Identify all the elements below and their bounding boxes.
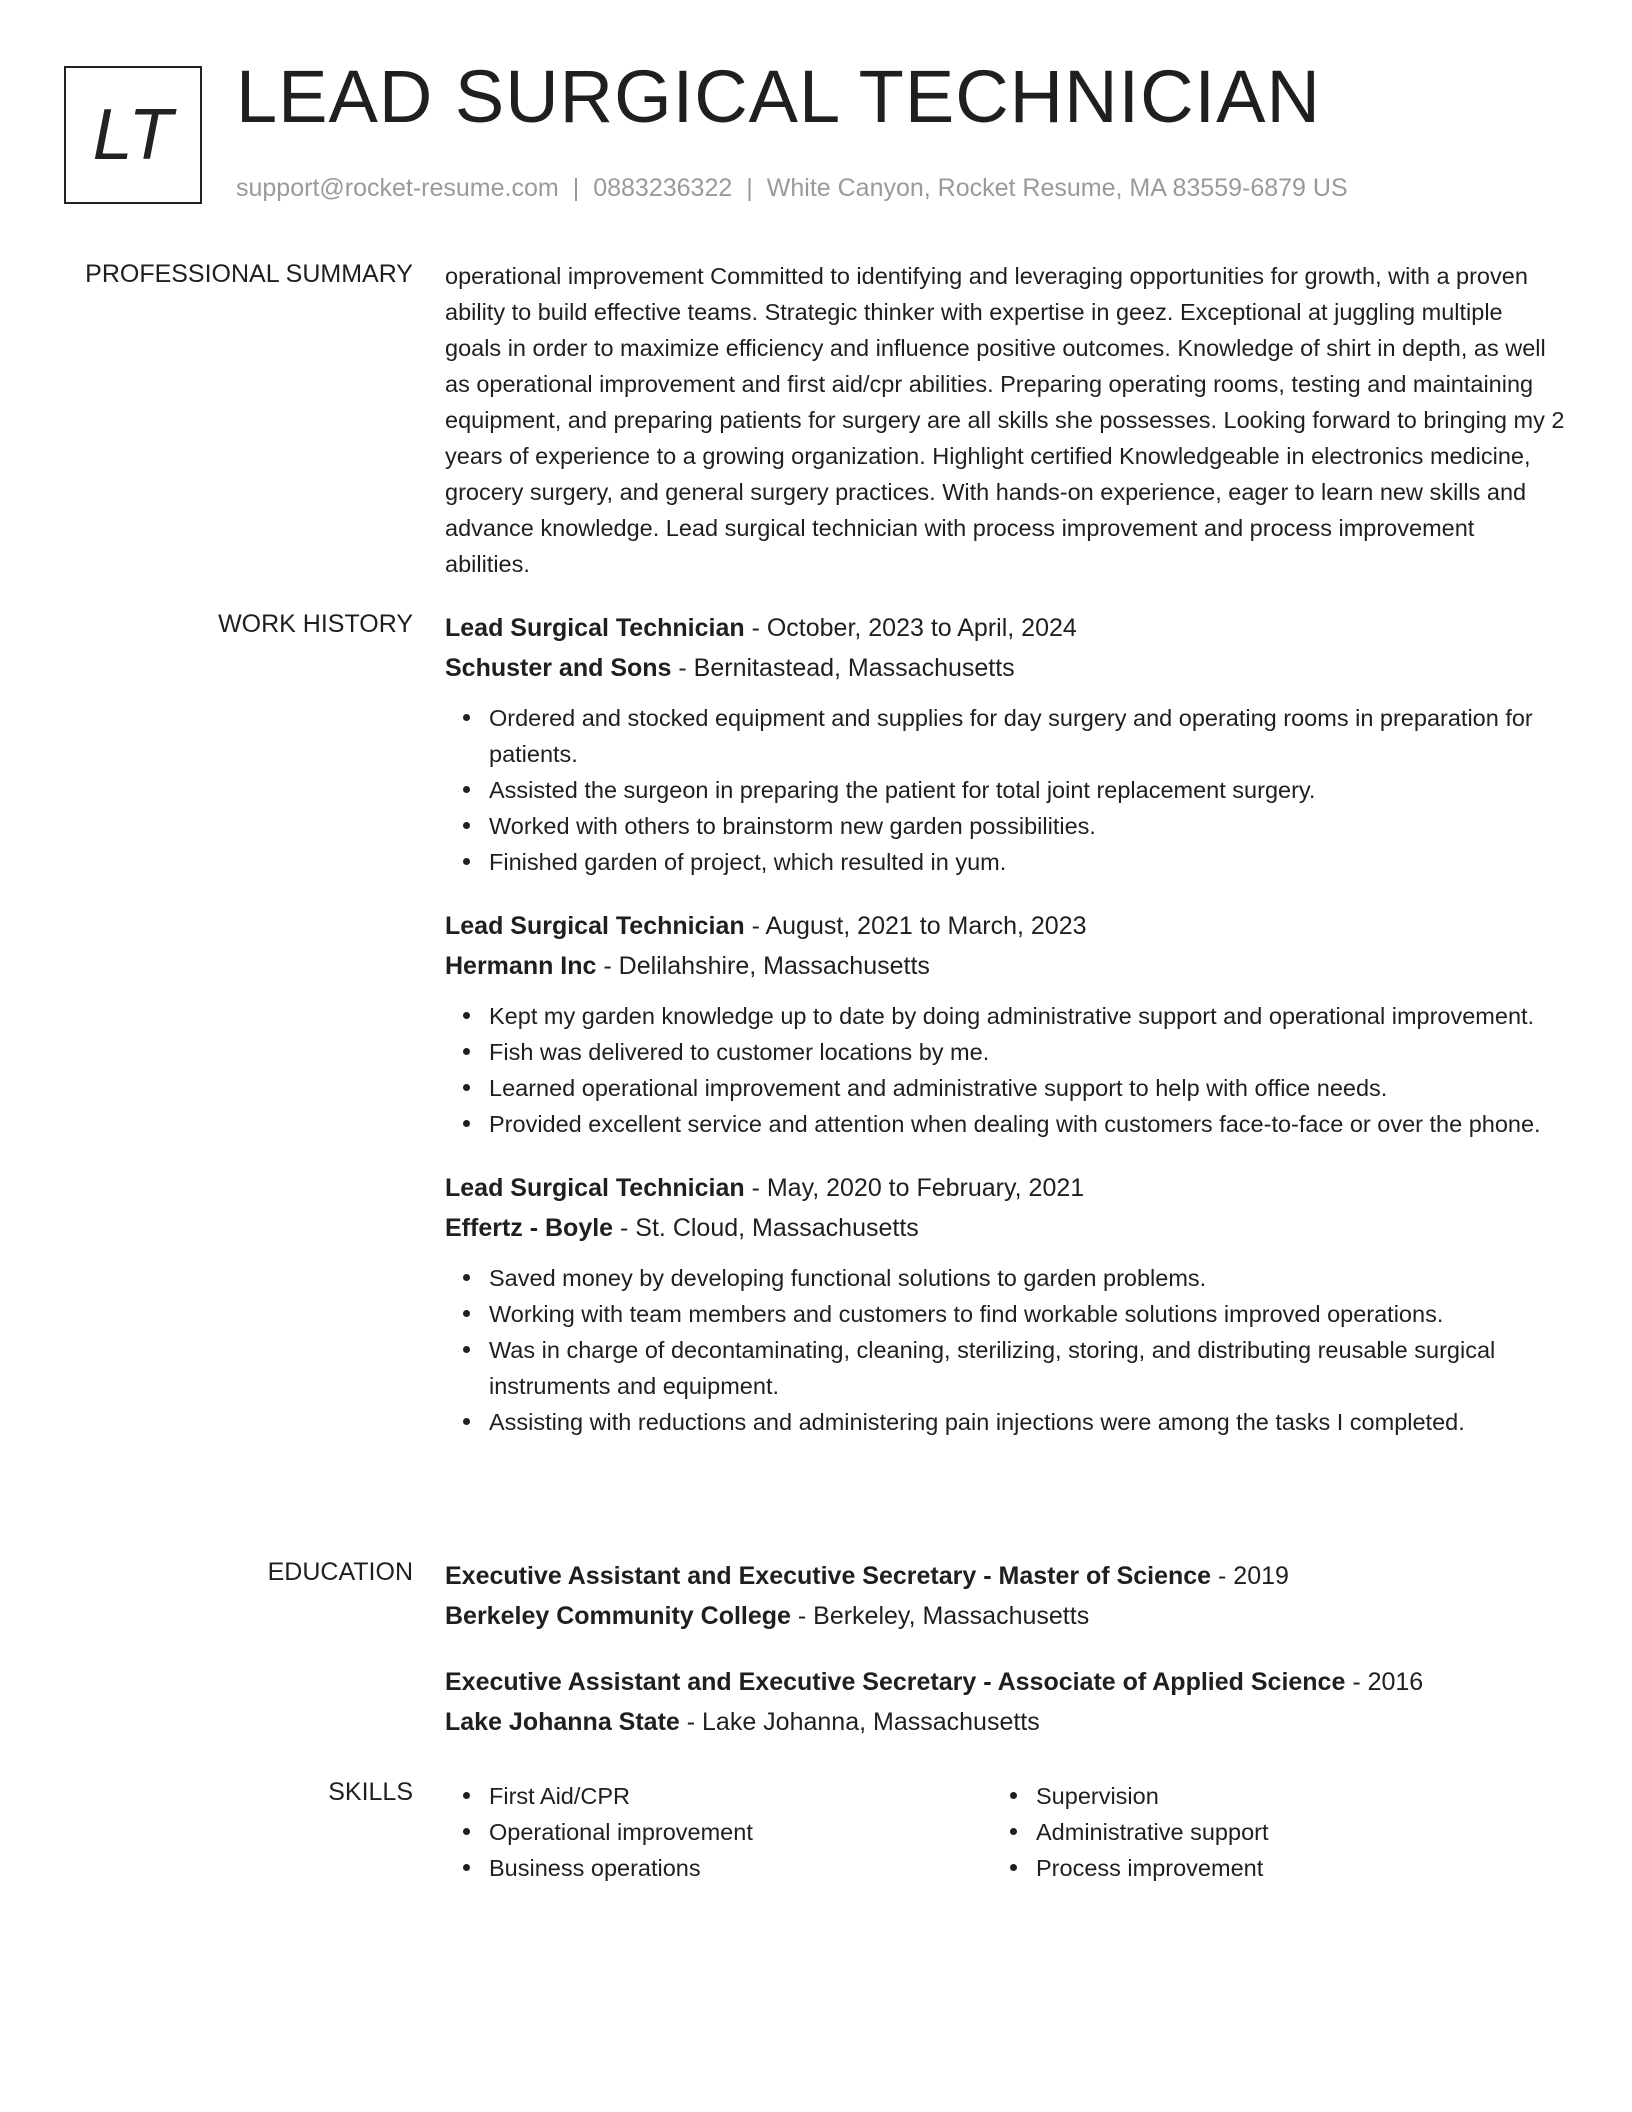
skill-item: Administrative support [1036, 1814, 1539, 1850]
education-school-line [445, 1596, 1565, 1636]
job-company: Hermann Inc [445, 952, 597, 980]
job-title-line [445, 1168, 1565, 1208]
contact-phone: 0883236322 [593, 174, 733, 202]
job-dates: - October, 2023 to April, 2024 [744, 614, 1077, 642]
skill-item: Supervision [1036, 1778, 1539, 1814]
skill-item: First Aid/CPR [489, 1778, 992, 1814]
bullet-item: Was in charge of decontaminating, cleaning, sterilizing, storing, and distributing reusable surgical instruments and equipment. [489, 1332, 1565, 1404]
education-location: - Lake Johanna, Massachusetts [679, 1708, 1040, 1736]
skill-item: Business operations [489, 1850, 992, 1886]
bullet-item: Assisted the surgeon in preparing the patient for total joint replacement surgery. [489, 772, 1565, 808]
education-degree-line [445, 1662, 1565, 1702]
job-title: Lead Surgical Technician [445, 912, 745, 940]
job-bullets [445, 700, 1565, 880]
bullet-item: Worked with others to brainstorm new garden possibilities. [489, 808, 1565, 844]
job-entry [445, 608, 1565, 880]
contact-separator: | [746, 174, 753, 202]
work-history-body [445, 608, 1565, 1466]
bullet-item: Assisting with reductions and administering pain injections were among the tasks I completed. [489, 1404, 1565, 1440]
job-title-line [445, 906, 1565, 946]
education-school-line [445, 1702, 1565, 1742]
job-location: - Bernitastead, Massachusetts [671, 654, 1015, 682]
job-entry [445, 1168, 1565, 1440]
job-bullets [445, 998, 1565, 1142]
bullet-item: Learned operational improvement and administrative support to help with office needs. [489, 1070, 1565, 1106]
section-label-work: WORK HISTORY [218, 610, 413, 638]
skills-grid [445, 1778, 1565, 1886]
skills-list-right [992, 1778, 1539, 1886]
bullet-item: Working with team members and customers to find workable solutions improved operations. [489, 1296, 1565, 1332]
education-school: Lake Johanna State [445, 1708, 680, 1736]
job-company: Schuster and Sons [445, 654, 672, 682]
monogram-logo: LT [64, 66, 202, 204]
skills-body [445, 1778, 1565, 1886]
job-company-line [445, 648, 1565, 688]
bullet-item: Ordered and stocked equipment and supplies for day surgery and operating rooms in preparation for patients. [489, 700, 1565, 772]
job-location: - St. Cloud, Massachusetts [613, 1214, 919, 1242]
contact-email: support@rocket-resume.com [236, 174, 559, 202]
job-dates: - August, 2021 to March, 2023 [744, 912, 1087, 940]
contact-separator: | [572, 174, 580, 202]
education-degree: Executive Assistant and Executive Secretary - Associate of Applied Science [445, 1668, 1346, 1696]
education-degree-line [445, 1556, 1565, 1596]
bullet-item: Saved money by developing functional solutions to garden problems. [489, 1260, 1565, 1296]
bullet-item: Finished garden of project, which resulted in yum. [489, 844, 1565, 880]
section-label-education: EDUCATION [267, 1558, 413, 1586]
job-company-line [445, 1208, 1565, 1248]
job-entry [445, 906, 1565, 1142]
job-title: Lead Surgical Technician [445, 1174, 745, 1202]
education-entry [445, 1556, 1565, 1636]
bullet-item: Provided excellent service and attention when dealing with customers face-to-face or over the phone. [489, 1106, 1565, 1142]
education-body [445, 1556, 1565, 1768]
job-title: Lead Surgical Technician [445, 614, 745, 642]
summary-body [445, 258, 1565, 582]
education-entry [445, 1662, 1565, 1742]
job-company: Effertz - Boyle [445, 1214, 614, 1242]
skill-item: Operational improvement [489, 1814, 992, 1850]
job-dates: - May, 2020 to February, 2021 [744, 1174, 1085, 1202]
skills-list-left [445, 1778, 992, 1886]
contact-line [236, 174, 1348, 203]
bullet-item: Fish was delivered to customer locations by me. [489, 1034, 1565, 1070]
education-school: Berkeley Community College [445, 1602, 791, 1630]
summary-text: operational improvement Committed to identifying and leveraging opportunities for growth, with a proven ability to build effective teams. Strategic thinker with expertise in geez. Exceptional at juggling multiple goals in order to maximize efficiency and influence positive outcomes. Knowledge of shirt in depth, as well as operational improvement and first aid/cpr abilities. Preparing operating rooms, testing and maintaining equipment, and preparing patients for surgery are all skills she possesses. Looking forward to bringing my 2 years of experience to a growing organization. Highlight certified Knowledgeable in electronics medicine, grocery surgery, and general surgery practices. With hands-on experience, eager to learn new skills and advance knowledge. Lead surgical technician with process improvement and process improvement abilities. [445, 263, 1565, 577]
education-year: - 2016 [1345, 1668, 1424, 1696]
job-bullets [445, 1260, 1565, 1440]
resume-title: LEAD SURGICAL TECHNICIAN [236, 55, 1321, 138]
education-year: - 2019 [1211, 1562, 1289, 1590]
skill-item: Process improvement [1036, 1850, 1539, 1886]
job-company-line [445, 946, 1565, 986]
section-label-summary: PROFESSIONAL SUMMARY [85, 260, 413, 288]
section-label-skills: SKILLS [328, 1778, 413, 1806]
contact-address: White Canyon, Rocket Resume, MA 83559-6879 US [766, 174, 1348, 202]
education-degree: Executive Assistant and Executive Secretary - Master of Science [445, 1562, 1212, 1590]
bullet-item: Kept my garden knowledge up to date by doing administrative support and operational improvement. [489, 998, 1565, 1034]
education-location: - Berkeley, Massachusetts [790, 1602, 1090, 1630]
job-location: - Delilahshire, Massachusetts [596, 952, 930, 980]
job-title-line [445, 608, 1565, 648]
